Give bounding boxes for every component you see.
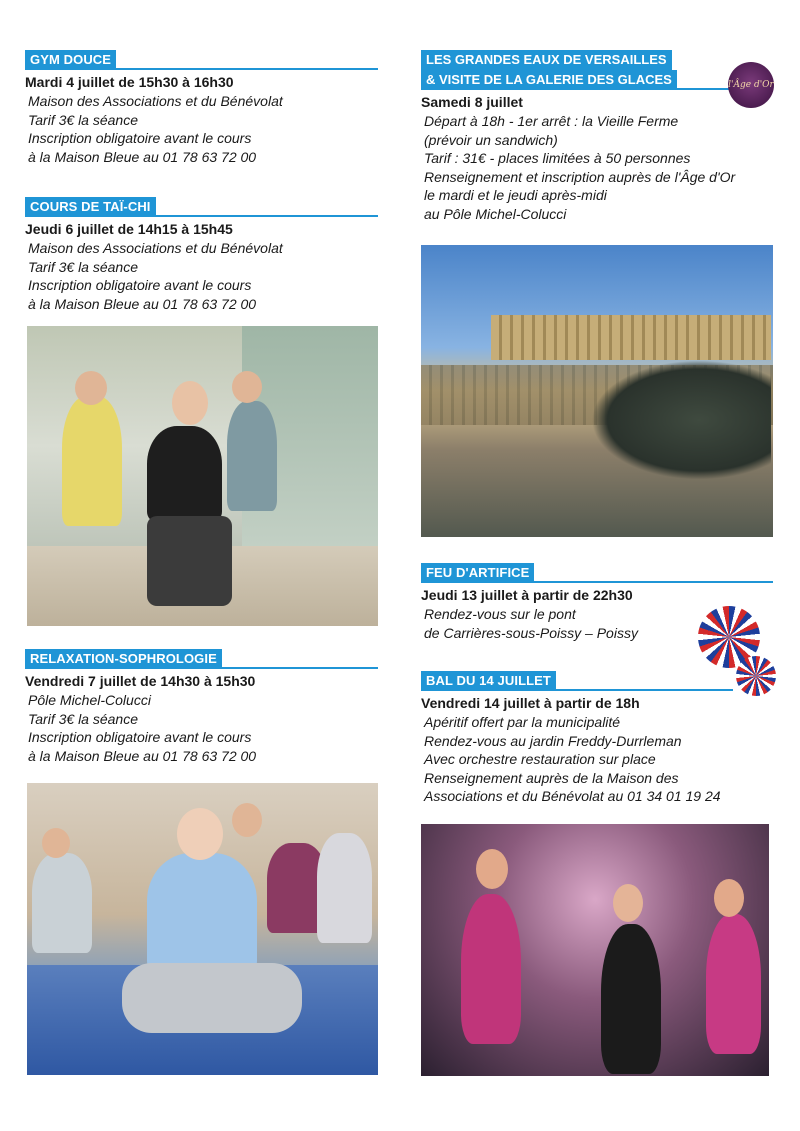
bal-dancers-photo [421,824,769,1076]
detail-line: Départ à 18h - 1er arrêt : la Vieille Ferme [424,113,679,129]
detail-line: Tarif : 31€ - places limitées à 50 personnes [424,150,691,166]
section-gym-douce [25,50,378,166]
dancer-right [706,914,761,1054]
relaxation-photo [27,783,378,1075]
detail-line: le mardi et le jeudi après-midi [424,187,607,203]
detail-line: Apéritif offert par la municipalité [424,714,621,730]
detail-line: (prévoir un sandwich) [424,131,558,148]
age-d-or-logo: l'Âge d'Or [728,62,774,108]
detail-line: Tarif 3€ la séance [28,111,138,128]
section-header [421,671,773,691]
section-title-line1: LES GRANDES EAUX DE VERSAILLES [421,50,672,70]
section-tai-chi [25,197,378,313]
section-bal-14-juillet [421,671,773,806]
person-trousers [147,516,232,606]
section-header [421,563,773,583]
detail-line: à la Maison Bleue au 01 78 63 72 00 [28,747,257,764]
person-black-shirt [147,426,222,521]
dancer-head [714,879,744,917]
section-title: BAL DU 14 JUILLET [421,671,556,691]
chateau-facade [491,315,771,360]
detail-line: au Pôle Michel-Colucci [424,205,567,222]
detail-line: Tarif 3€ la séance [28,258,138,275]
event-details [421,112,773,223]
detail-line: Maison des Associations et du Bénévolat [28,240,283,256]
person-head [75,371,107,405]
person-head [232,371,262,403]
event-date: Samedi 8 juillet [421,94,523,110]
detail-line: Rendez-vous au jardin Freddy-Durrleman [424,732,682,749]
detail-line: Renseignement et inscription auprès de l'Âge d'Or [424,168,736,185]
person-head [232,803,262,837]
detail-line: Pôle Michel-Colucci [28,692,151,708]
section-title: RELAXATION-SOPHROLOGIE [25,649,222,669]
person-head [42,828,70,858]
detail-line: à la Maison Bleue au 01 78 63 72 00 [28,148,257,165]
person-left [32,853,92,953]
section-header [25,649,378,669]
detail-line: Renseignement auprès de la Maison des [424,769,679,786]
person-grey-shirt [227,401,277,511]
bronze-statue [591,360,771,480]
tai-chi-photo [27,326,378,626]
event-details [25,239,378,313]
section-header [421,50,773,90]
section-relaxation [25,649,378,765]
person-yellow-shirt [62,396,122,526]
detail-line: Maison des Associations et du Bénévolat [28,93,283,109]
person-head [172,381,208,425]
event-details [421,713,773,806]
event-date: Jeudi 13 juillet à partir de 22h30 [421,587,633,603]
detail-line: Rendez-vous sur le pont [424,606,576,622]
detail-line: Inscription obligatoire avant le cours [28,729,252,745]
person-right [317,833,372,943]
section-title: GYM DOUCE [25,50,116,70]
detail-line: de Carrières-sous-Poissy – Poissy [424,624,638,641]
singer-head [613,884,643,922]
event-date: Vendredi 14 juillet à partir de 18h [421,695,640,711]
detail-line: Inscription obligatoire avant le cours [28,130,252,146]
detail-line: Tarif 3€ la séance [28,710,138,727]
detail-line: à la Maison Bleue au 01 78 63 72 00 [28,295,257,312]
person-blue-shirt [147,853,257,973]
event-date: Vendredi 7 juillet de 14h30 à 15h30 [25,673,256,689]
dancer-head [476,849,508,889]
detail-line: Avec orchestre restauration sur place [424,751,656,767]
singer-center [601,924,661,1074]
event-details [25,691,378,765]
person-head [177,808,223,860]
event-date: Mardi 4 juillet de 15h30 à 16h30 [25,74,234,90]
section-title: FEU D'ARTIFICE [421,563,534,583]
detail-line: Inscription obligatoire avant le cours [28,277,252,293]
section-header [25,197,378,217]
dancer-left [461,894,521,1044]
person-grey-trousers [122,963,302,1033]
section-header [25,50,378,70]
section-versailles [421,50,773,223]
section-title-line2: & VISITE DE LA GALERIE DES GLACES [421,70,677,90]
event-details [25,92,378,166]
detail-line: Associations et du Bénévolat au 01 34 01 19 24 [424,788,721,804]
versailles-photo [421,245,773,537]
event-date: Jeudi 6 juillet de 14h15 à 15h45 [25,221,233,237]
section-title: COURS DE TAÏ-CHI [25,197,156,217]
